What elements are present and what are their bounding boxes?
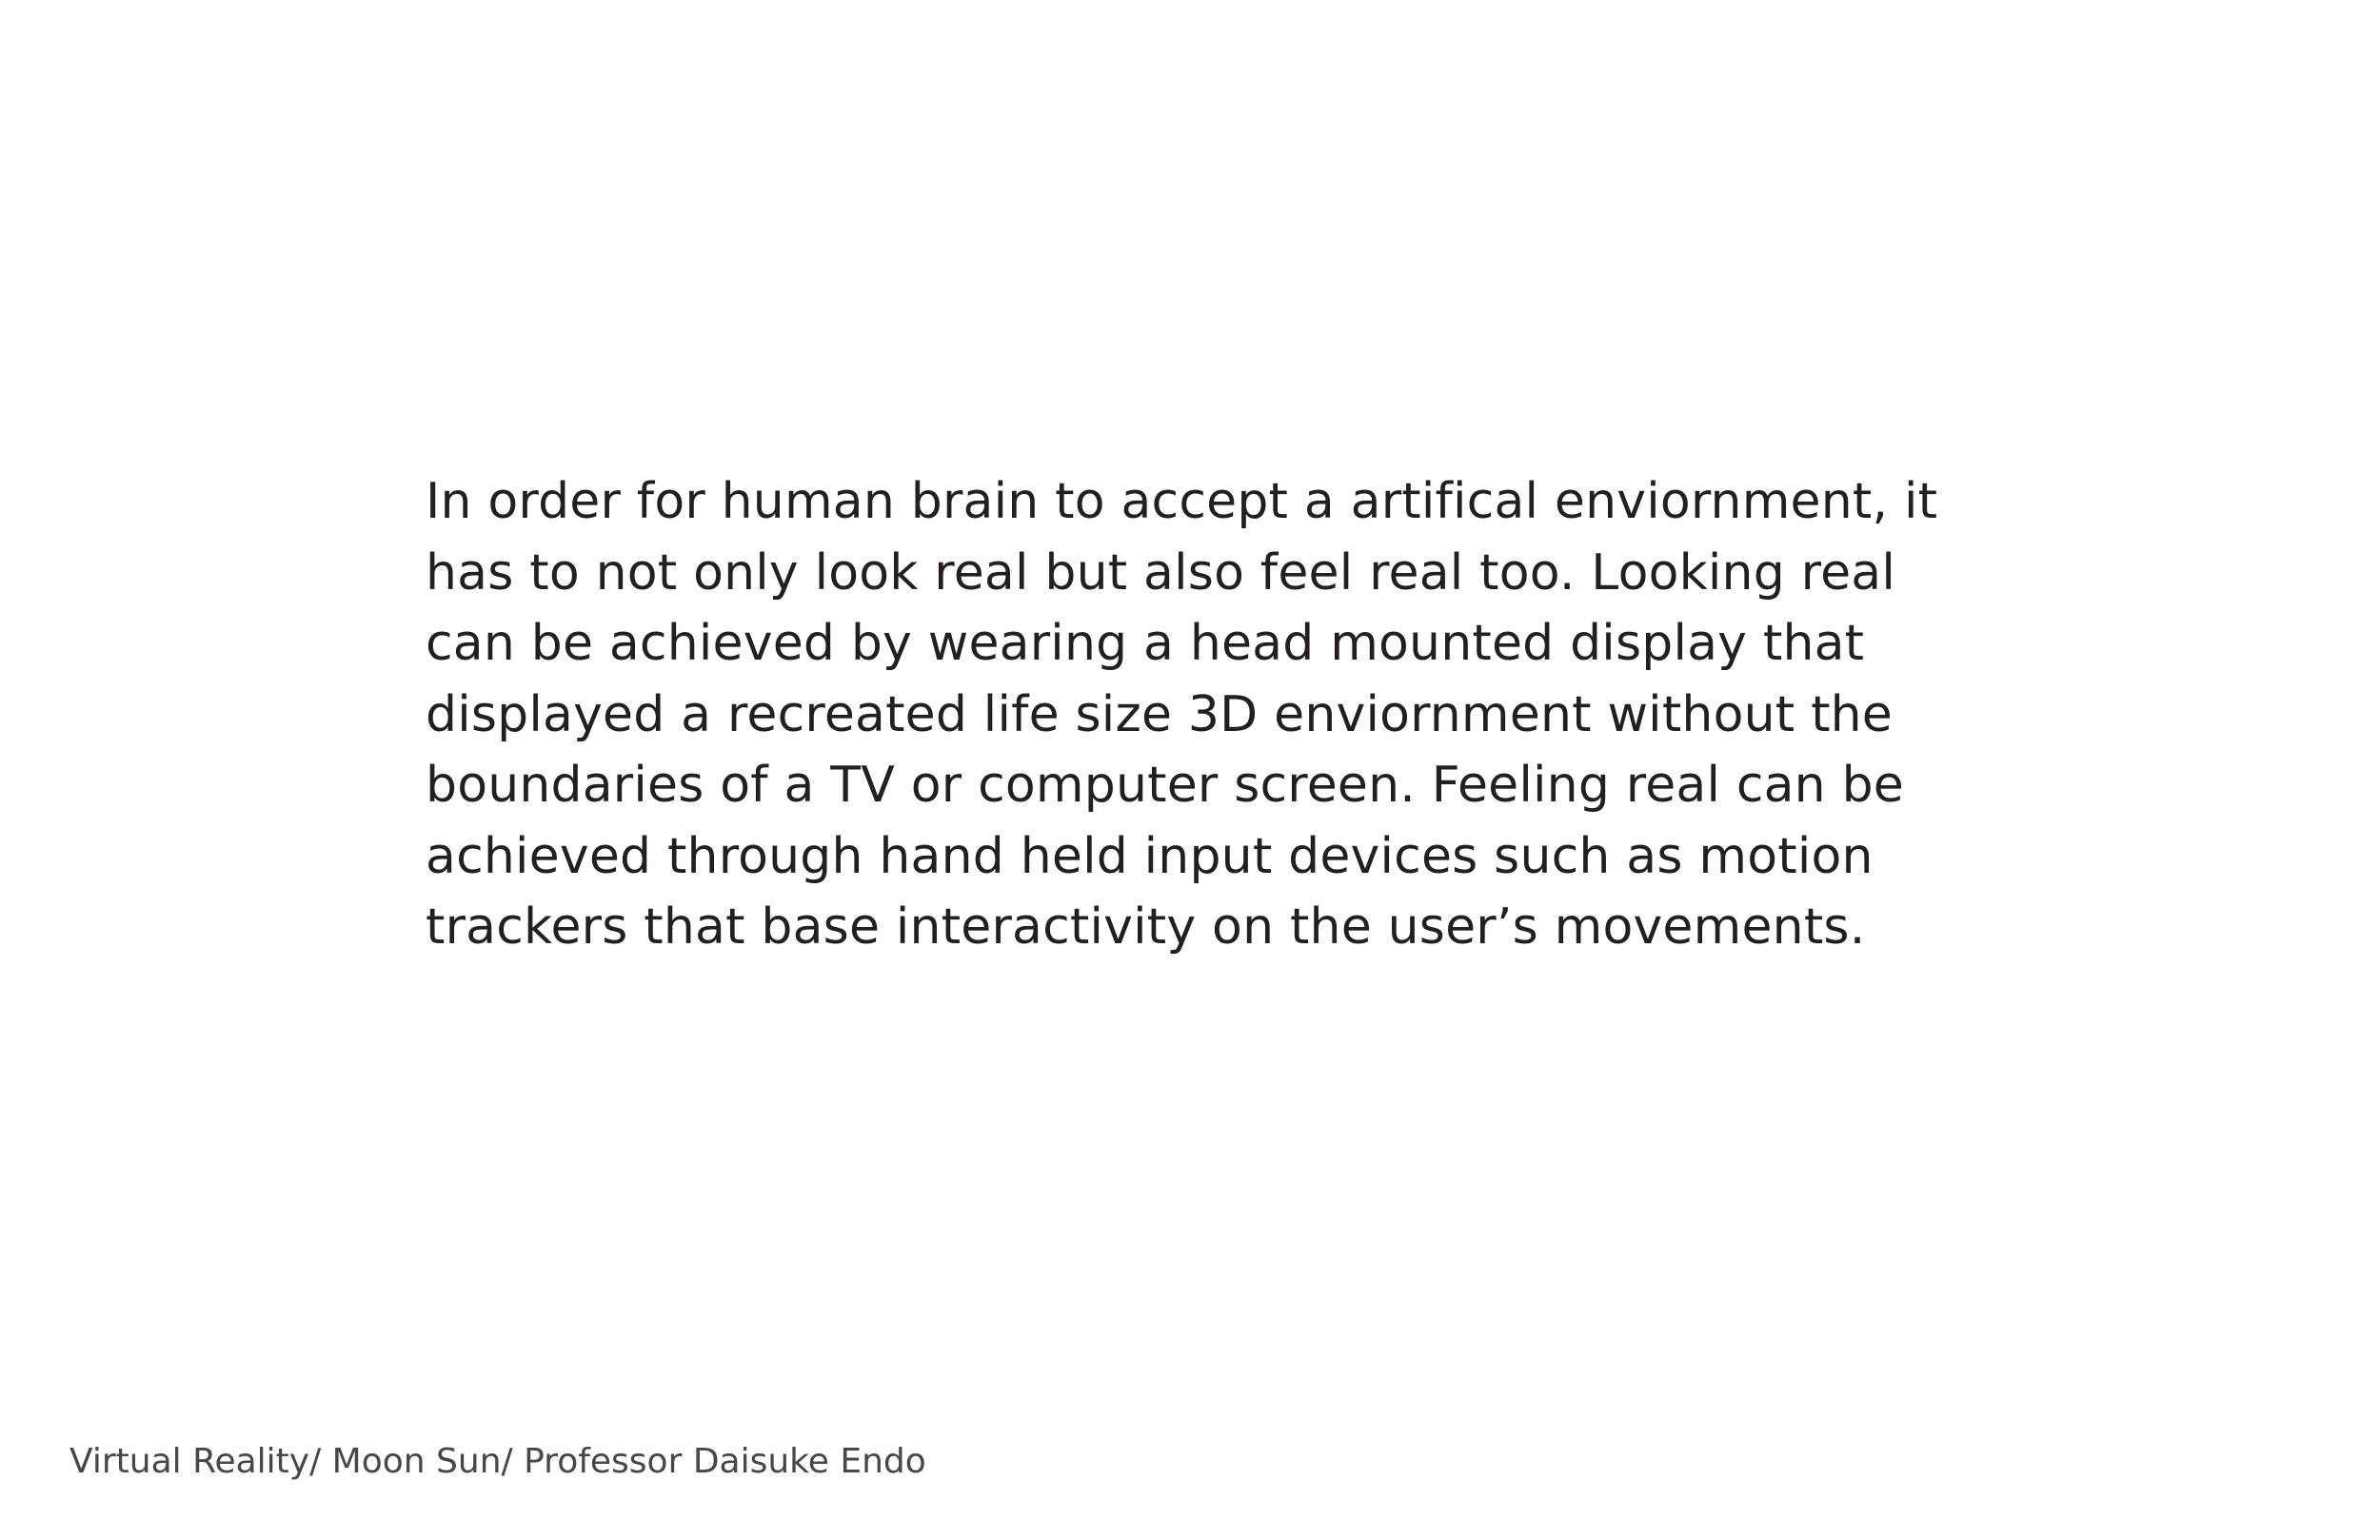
body-line: can be achieved by wearing a head mounted display that	[426, 615, 1865, 672]
body-line: boundaries of a TV or computer screen. Feeling real can be	[426, 757, 1904, 814]
body-line: has to not only look real but also feel real too. Looking real	[426, 543, 1895, 602]
footer-caption: Virtual Reality/ Moon Sun/ Professor Daisuke Endo	[69, 1442, 926, 1481]
body-line: trackers that base interactivity on the user’s movements.	[426, 898, 1866, 956]
body-paragraph	[426, 466, 2101, 963]
body-line: displayed a recreated life size 3D enviornment without the	[426, 685, 1894, 743]
body-line: In order for human brain to accept a artifical enviornment, it	[426, 473, 1938, 530]
body-line: achieved through hand held input devices such as motion	[426, 827, 1874, 885]
